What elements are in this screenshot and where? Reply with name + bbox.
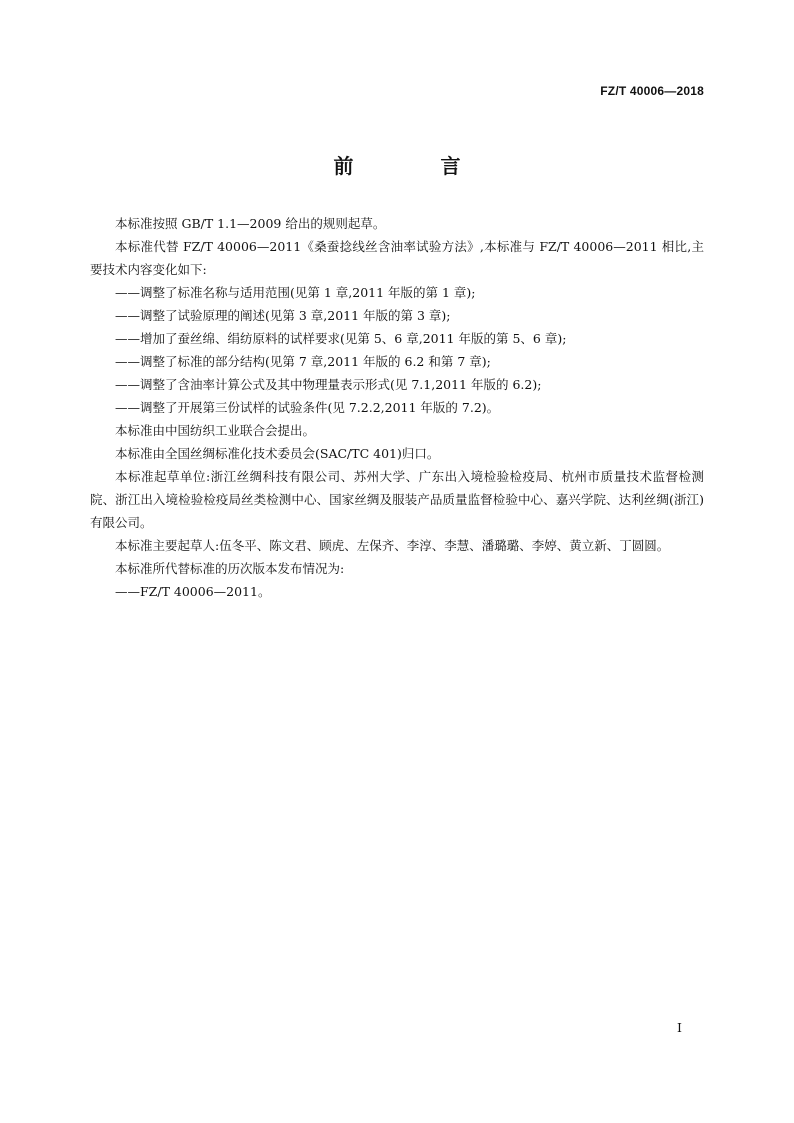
document-body xyxy=(90,212,704,603)
change-item: ——调整了含油率计算公式及其中物理量表示形式(见 7.1,2011 年版的 6.2); xyxy=(115,377,542,392)
standard-code: FZ/T 40006—2018 xyxy=(600,84,704,98)
change-item: ——调整了标准的部分结构(见第 7 章,2011 年版的 6.2 和第 7 章); xyxy=(115,354,491,369)
change-item: ——调整了标准名称与适用范围(见第 1 章,2011 年版的第 1 章); xyxy=(115,285,476,300)
paragraph-drafting-rules: 本标准按照 GB/T 1.1—2009 给出的规则起草。 xyxy=(115,216,386,231)
paragraph-proposer: 本标准由中国纺织工业联合会提出。 xyxy=(115,423,316,438)
change-item: ——调整了试验原理的阐述(见第 3 章,2011 年版的第 3 章); xyxy=(115,308,451,323)
change-item: ——调整了开展第三份试样的试验条件(见 7.2.2,2011 年版的 7.2)。 xyxy=(115,400,500,415)
paragraph-drafting-units: 本标准起草单位:浙江丝绸科技有限公司、苏州大学、广东出入境检验检疫局、杭州市质量技术监督检测院、浙江出入境检验检疫局丝类检测中心、国家丝绸及服装产品质量监督检验中心、嘉兴学院、达利丝绸(浙江)有限公司。 xyxy=(90,469,704,530)
paragraph-history-intro: 本标准所代替标准的历次版本发布情况为: xyxy=(115,561,345,576)
history-item: ——FZ/T 40006—2011。 xyxy=(115,584,271,599)
paragraph-drafters: 本标准主要起草人:伍冬平、陈文君、顾虎、左保齐、李淳、李慧、潘璐璐、李婷、黄立新、丁圆圆。 xyxy=(115,538,670,553)
paragraph-committee: 本标准由全国丝绸标准化技术委员会(SAC/TC 401)归口。 xyxy=(115,446,440,461)
change-item: ——增加了蚕丝绵、绢纺原料的试样要求(见第 5、6 章,2011 年版的第 5、6 章); xyxy=(115,331,567,346)
paragraph-replacement: 本标准代替 FZ/T 40006—2011《桑蚕捻线丝含油率试验方法》,本标准与 FZ/T 40006—2011 相比,主要技术内容变化如下: xyxy=(90,239,704,277)
page-number: I xyxy=(677,1020,682,1035)
page-title: 前 言 xyxy=(333,154,501,178)
